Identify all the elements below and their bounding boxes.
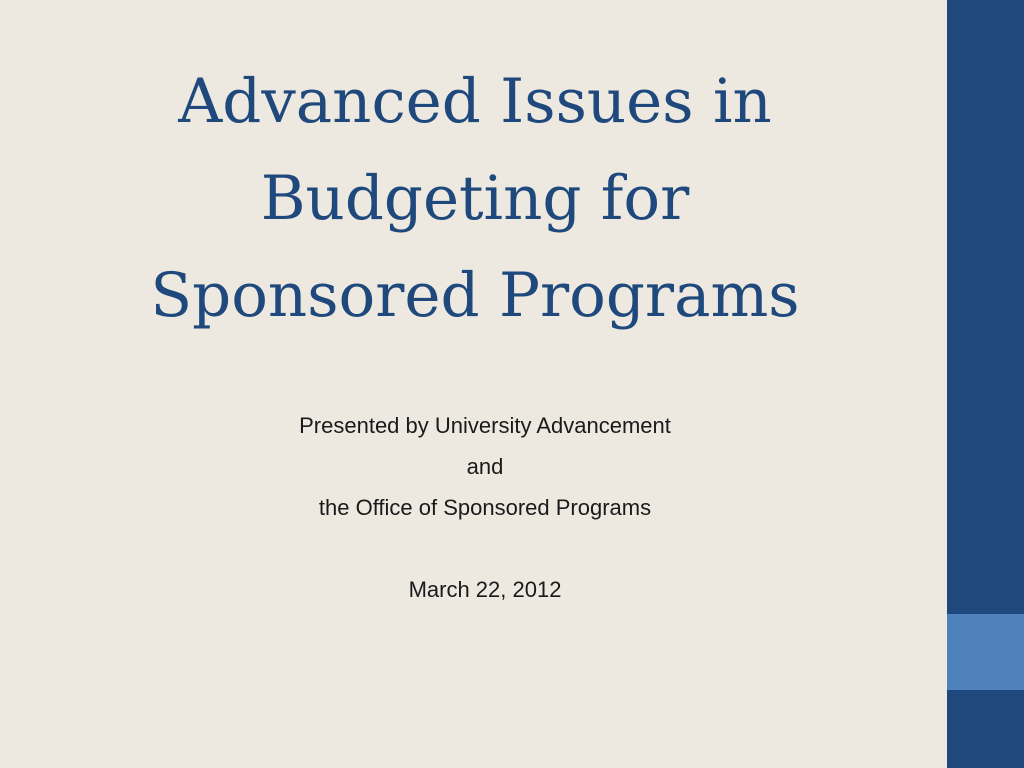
sidebar-accent-block — [947, 614, 1024, 690]
title-line-2: Budgeting for — [260, 163, 690, 234]
presenter-line: Presented by University Advancement — [299, 413, 671, 438]
conjunction-line: and — [466, 454, 504, 479]
slide-subtitle — [60, 405, 910, 610]
office-line: the Office of Sponsored Programs — [318, 495, 652, 520]
title-line-3: Sponsored Programs — [150, 260, 800, 331]
subtitle-spacer — [60, 528, 910, 569]
slide-title — [60, 53, 890, 344]
presentation-date: March 22, 2012 — [408, 577, 562, 602]
title-line-1: Advanced Issues in — [178, 66, 772, 137]
